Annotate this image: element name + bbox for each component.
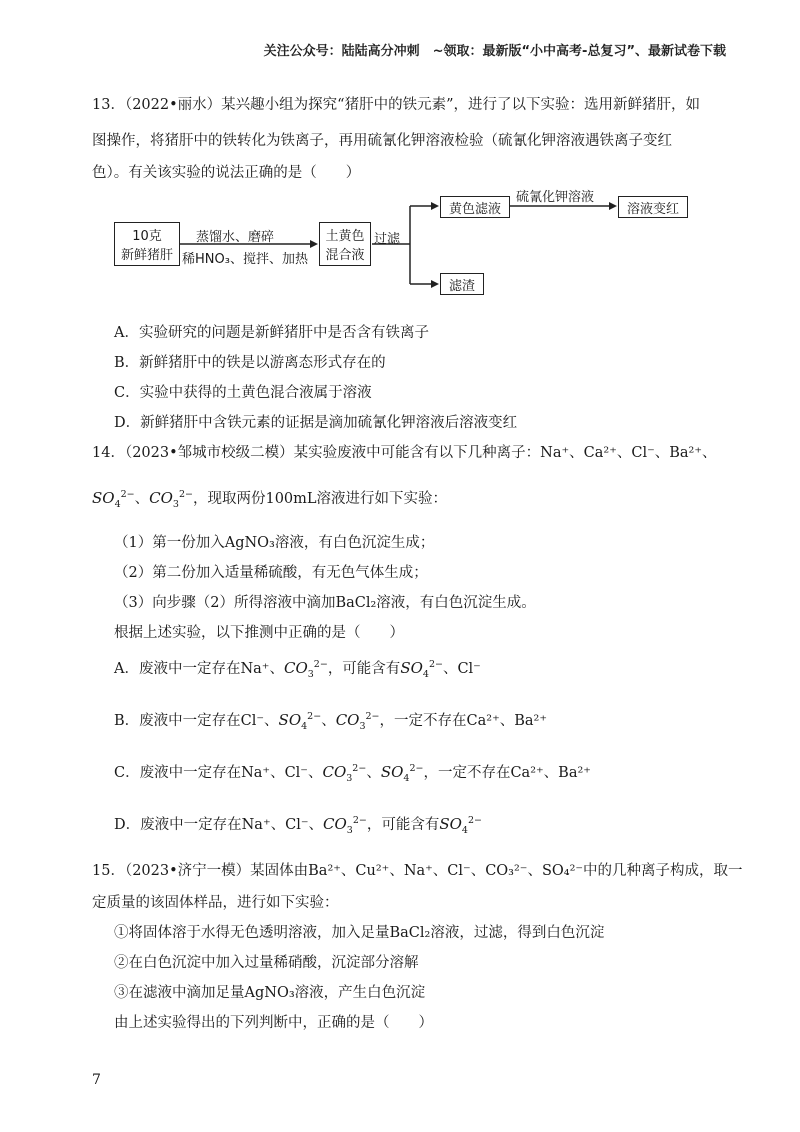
q13-line1: 13．（2022•丽水）某兴趣小组为探究“猪肝中的铁元素”，进行了以下实验：选用新鲜猪肝，如 <box>92 97 700 113</box>
q14-line1: 14．（2023•邹城市校级二模）某实验废液中可能含有以下几种离子：Na⁺、Ca²⁺、Cl⁻、Ba²⁺、 <box>92 445 717 461</box>
sulfate-ion-a: $SO_4^{2-}$ <box>400 659 443 680</box>
yellow-filtrate-box: 黄色滤液 <box>440 196 510 218</box>
page-header: 关注公众号：陆陆高分冲刺 ~领取：最新版“小中高考-总复习”、最新试卷下载 <box>263 44 726 59</box>
sulfate-ion-c: $SO_4^{2-}$ <box>380 763 424 784</box>
arrow1-bottom-label: 稀HNO₃、搅拌、加热 <box>182 252 308 267</box>
carbonate-ion-1: $CO_3^{2-}$ <box>149 489 193 510</box>
q14-line2: $SO_4^{2-}$、$CO_3^{2-}$，现取两份100mL溶液进行如下实验： <box>92 489 448 510</box>
q14-d-mid: ，可能含有 <box>366 817 440 833</box>
q14-ask: 根据上述实验，以下推测中正确的是（ ） <box>114 625 404 641</box>
carbonate-ion-a: $CO_3^{2-}$ <box>283 659 328 680</box>
box1-line2: 新鲜猪肝 <box>120 248 173 263</box>
q14-c-pre: C．废液中一定存在Na⁺、Cl⁻、 <box>114 765 323 781</box>
box2-line2: 混合液 <box>325 248 365 263</box>
q14-b-pre: B．废液中一定存在Cl⁻、 <box>114 713 279 729</box>
carbonate-ion-c: $CO_3^{2-}$ <box>322 763 367 784</box>
page-number: 7 <box>92 1072 101 1088</box>
box1-line1: 10克 <box>132 229 162 244</box>
q14-option-a <box>114 660 481 680</box>
carbonate-ion-d: $CO_3^{2-}$ <box>323 815 367 836</box>
q13-line3: 色）。有关该实验的说法正确的是（ ） <box>92 165 361 181</box>
arrow1-top-label: 蒸馏水、磨碎 <box>196 230 275 245</box>
q14-a-post: 、Cl⁻ <box>442 661 481 677</box>
q14-step3: （3）向步骤（2）所得溶液中滴加BaCl₂溶液，有白色沉淀生成。 <box>114 595 536 611</box>
q15-step2: ②在白色沉淀中加入过量稀硝酸，沉淀部分溶解 <box>114 955 419 971</box>
q13-option-d: D．新鲜猪肝中含铁元素的证据是滴加硫氰化钾溶液后溶液变红 <box>114 415 518 431</box>
box2-line1: 土黄色 <box>325 229 365 244</box>
q15-line1: 15．（2023•济宁一模）某固体由Ba²⁺、Cu²⁺、Na⁺、Cl⁻、CO₃²⁻、SO₄²⁻中的几种离子构成，取一 <box>92 863 743 879</box>
q14-line2-text: ，现取两份100mL溶液进行如下实验： <box>192 491 448 507</box>
q15-line2: 定质量的该固体样品，进行如下实验： <box>92 895 339 911</box>
q14-b-post: ，一定不存在Ca²⁺、Ba²⁺ <box>379 713 548 729</box>
arrow2-top-label: 硫氰化钾溶液 <box>516 190 595 205</box>
q14-step1: （1）第一份加入AgNO₃溶液，有白色沉淀生成； <box>114 535 435 551</box>
solution-red-box: 溶液变红 <box>618 196 688 218</box>
residue-box: 滤渣 <box>440 273 484 295</box>
q13-option-b: B．新鲜猪肝中的铁是以游离态形式存在的 <box>114 355 386 371</box>
q13-line2: 图操作，将猪肝中的铁转化为铁离子，再用硫氰化钾溶液检验（硫氰化钾溶液遇铁离子变红 <box>92 133 672 149</box>
sulfate-ion-b: $SO_4^{2-}$ <box>278 711 322 732</box>
q13-option-c: C．实验中获得的土黄色混合液属于溶液 <box>114 385 372 401</box>
q14-option-c: C．废液中一定存在Na⁺、Cl⁻、$CO_3^{2-}$、$SO_4^{2-}$，一定不存在Ca²⁺、Ba²⁺ <box>114 763 591 784</box>
q15-ask: 由上述实验得出的下列判断中，正确的是（ ） <box>114 1015 433 1031</box>
q15-step3: ③在滤液中滴加足量AgNO₃溶液，产生白色沉淀 <box>114 985 426 1001</box>
filter-label: 过滤 <box>374 232 401 247</box>
q15-step1: ①将固体溶于水得无色透明溶液，加入足量BaCl₂溶液，过滤，得到白色沉淀 <box>114 925 605 941</box>
q14-d-pre: D．废液中一定存在Na⁺、Cl⁻、 <box>114 817 323 833</box>
sulfate-ion-d: $SO_4^{2-}$ <box>439 815 482 836</box>
q14-option-d <box>114 816 482 836</box>
q14-a-pre: A．废液中一定存在Na⁺、 <box>114 661 284 677</box>
q14-step2: （2）第二份加入适量稀硫酸，有无色气体生成； <box>114 565 428 581</box>
q14-option-b: B．废液中一定存在Cl⁻、$SO_4^{2-}$、$CO_3^{2-}$，一定不存在Ca²⁺、Ba²⁺ <box>114 711 548 732</box>
sulfate-ion-1: $SO_4^{2-}$ <box>92 489 135 510</box>
q13-option-a: A．实验研究的问题是新鲜猪肝中是否含有铁离子 <box>114 325 429 341</box>
carbonate-ion-b: $CO_3^{2-}$ <box>335 711 380 732</box>
q14-a-mid: ，可能含有 <box>327 661 401 677</box>
mixture-box <box>319 222 371 266</box>
diagram-arrows <box>0 0 800 320</box>
q14-c-post: ，一定不存在Ca²⁺、Ba²⁺ <box>423 765 591 781</box>
